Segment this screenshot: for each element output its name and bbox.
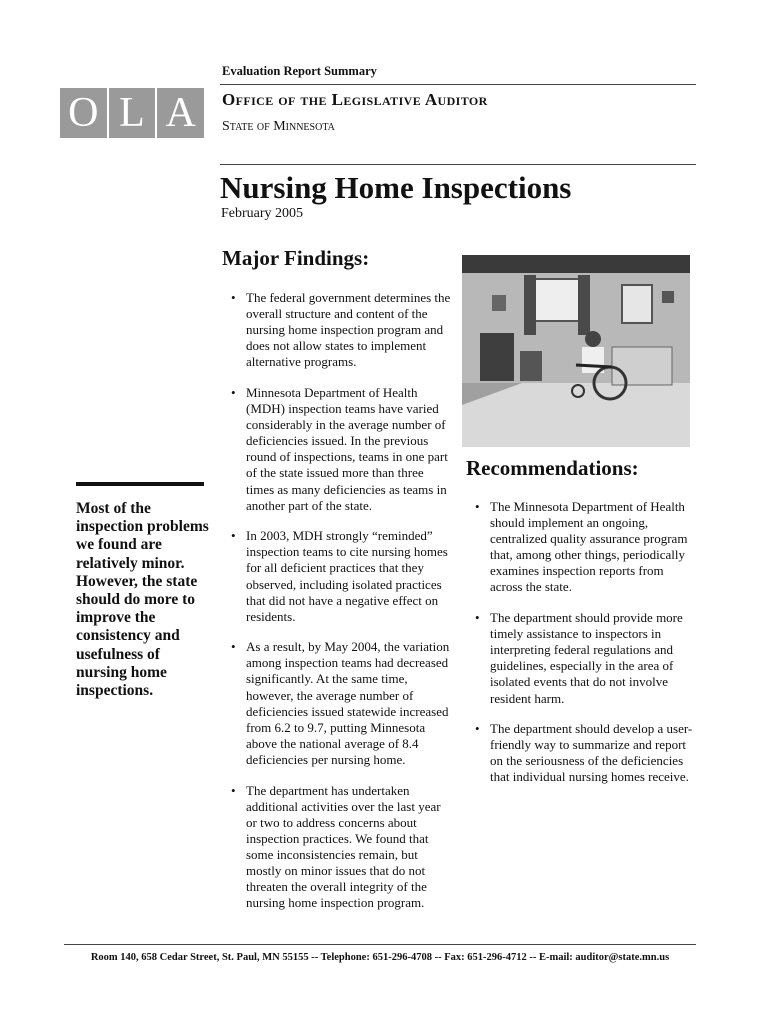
photo-resident-head (585, 331, 601, 347)
photo-dresser (480, 333, 514, 381)
photo-floor (462, 383, 690, 447)
finding-item: • The department has undertaken additional activities over the last year or two to address concerns about inspection practices. We found that some inconsistencies remain, but mostly on minor issues that do not threaten the overall integrity of the nursing home inspection program. (231, 783, 453, 912)
recommendation-item: • The department should provide more timely assistance to inspectors in interpreting federal regulations and guidelines, especially in the area of isolated events that do not involve resident harm. (475, 610, 695, 707)
footer-divider (64, 944, 696, 945)
findings-heading: Major Findings: (222, 246, 370, 270)
photo-wall-frame (662, 291, 674, 303)
header-divider (220, 84, 696, 85)
finding-item: • Minnesota Department of Health (MDH) inspection teams have varied considerably in the average number of deficiencies issued. In the previous round of inspections, teams in one part of the state issued more than three times as many deficiencies as teams in another part of the state. (231, 385, 453, 514)
photo-ceiling (462, 255, 690, 273)
footer-contact: Room 140, 658 Cedar Street, St. Paul, MN 55155 -- Telephone: 651-296-4708 -- Fax: 651-296-4712 -- E-mail: auditor@state.mn.us (90, 952, 670, 963)
photo-side-table (520, 351, 542, 381)
recommendation-item: • The Minnesota Department of Health should implement an ongoing, centralized quality assurance program that, among other things, periodically examines inspection reports from across the state. (475, 499, 695, 596)
report-kind-label: Evaluation Report Summary (222, 64, 377, 78)
recommendations-heading: Recommendations: (466, 456, 639, 480)
finding-item: • In 2003, MDH strongly “reminded” inspection teams to cite nursing homes for all deficient practices that they observed, including isolated practices that did not have a negative effect on residents. (231, 528, 453, 625)
sidebar-rule (76, 482, 204, 486)
photo-right-window (622, 285, 652, 323)
logo-letter-a: A (165, 90, 196, 136)
photo-wall-picture (492, 295, 506, 311)
report-date: February 2005 (221, 206, 304, 221)
finding-item: • As a result, by May 2004, the variation among inspection teams had decreased significantly. At the same time, however, the average number of deficiencies issued statewide increased from 6.2 to 9.7, putting Minnesota above the national average of 8.4 deficiencies per nursing home. (231, 639, 453, 768)
recommendation-item: • The department should develop a user-friendly way to summarize and report on the seriousness of the deficiencies that individual nursing homes receive. (475, 721, 695, 785)
photo-curtain-right (578, 275, 590, 335)
logo-letter-l: L (109, 88, 158, 138)
findings-list (231, 290, 453, 926)
recommendations-list (475, 499, 695, 800)
title-divider (220, 164, 696, 165)
page-title: Nursing Home Inspections (220, 170, 572, 205)
ola-logo (60, 88, 204, 138)
photo-bed (612, 347, 672, 385)
photo-window (532, 279, 580, 321)
sidebar-pull-quote: Most of the inspection problems we found are relatively minor. However, the state should do more to improve the consistency and usefulness of nursing home inspections. (76, 500, 209, 700)
photo-curtain-left (524, 275, 536, 335)
photo-wheelchair-frame (576, 365, 612, 367)
office-title: Office of the Legislative Auditor (222, 90, 488, 109)
nursing-home-photo (462, 255, 690, 447)
finding-item: • The federal government determines the overall structure and content of the nursing home inspection program and does not allow states to implement alternative programs. (231, 290, 453, 370)
state-name: State of Minnesota (222, 119, 335, 134)
logo-letter-o: O (60, 88, 109, 138)
